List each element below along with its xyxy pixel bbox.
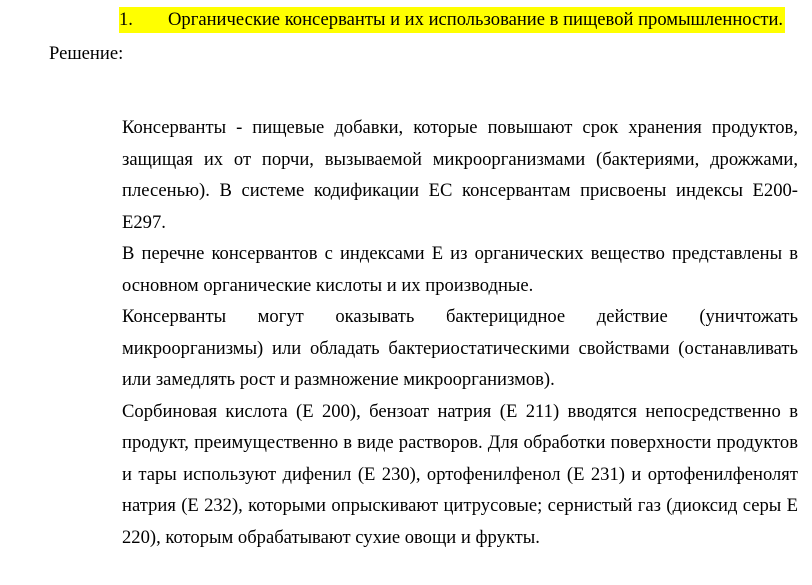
heading-number: 1. xyxy=(119,9,133,30)
heading-highlight xyxy=(119,7,785,33)
paragraph: Консерванты - пищевые добавки, которые повышают срок хранения продуктов, защищая их от порчи, вызываемой микроорганизмами (бактериями, дрожжами, плесенью). В системе кодификации ЕС консервантам присвоены индексы Е200-Е297. xyxy=(122,117,798,233)
paragraph: Консерванты могут оказывать бактерицидное действие (уничтожать микроорганизмы) или обладать бактериостатическими свойствами (останавливать или замедлять рост и размножение микроорганизмов). xyxy=(122,306,798,390)
heading-title: Органические консерванты и их использование в пищевой промышленности. xyxy=(168,9,784,30)
section-heading xyxy=(119,7,785,33)
paragraph: В перечне консервантов с индексами Е из органических вещество представлены в основном органические кислоты и их производные. xyxy=(122,243,798,296)
solution-label: Решение: xyxy=(49,43,124,64)
document-body xyxy=(122,112,798,553)
paragraph: Сорбиновая кислота (Е 200), бензоат натрия (Е 211) вводятся непосредственно в продукт, преимущественно в виде растворов. Для обработки поверхности продуктов и тары используют дифенил (Е 230), ортофенилфенол (Е 231) и ортофенилфенолят натрия (Е 232), которыми опрыскивают цитрусовые; сернистый газ (диоксид серы Е 220), которым обрабатывают сухие овощи и фрукты. xyxy=(122,400,798,548)
